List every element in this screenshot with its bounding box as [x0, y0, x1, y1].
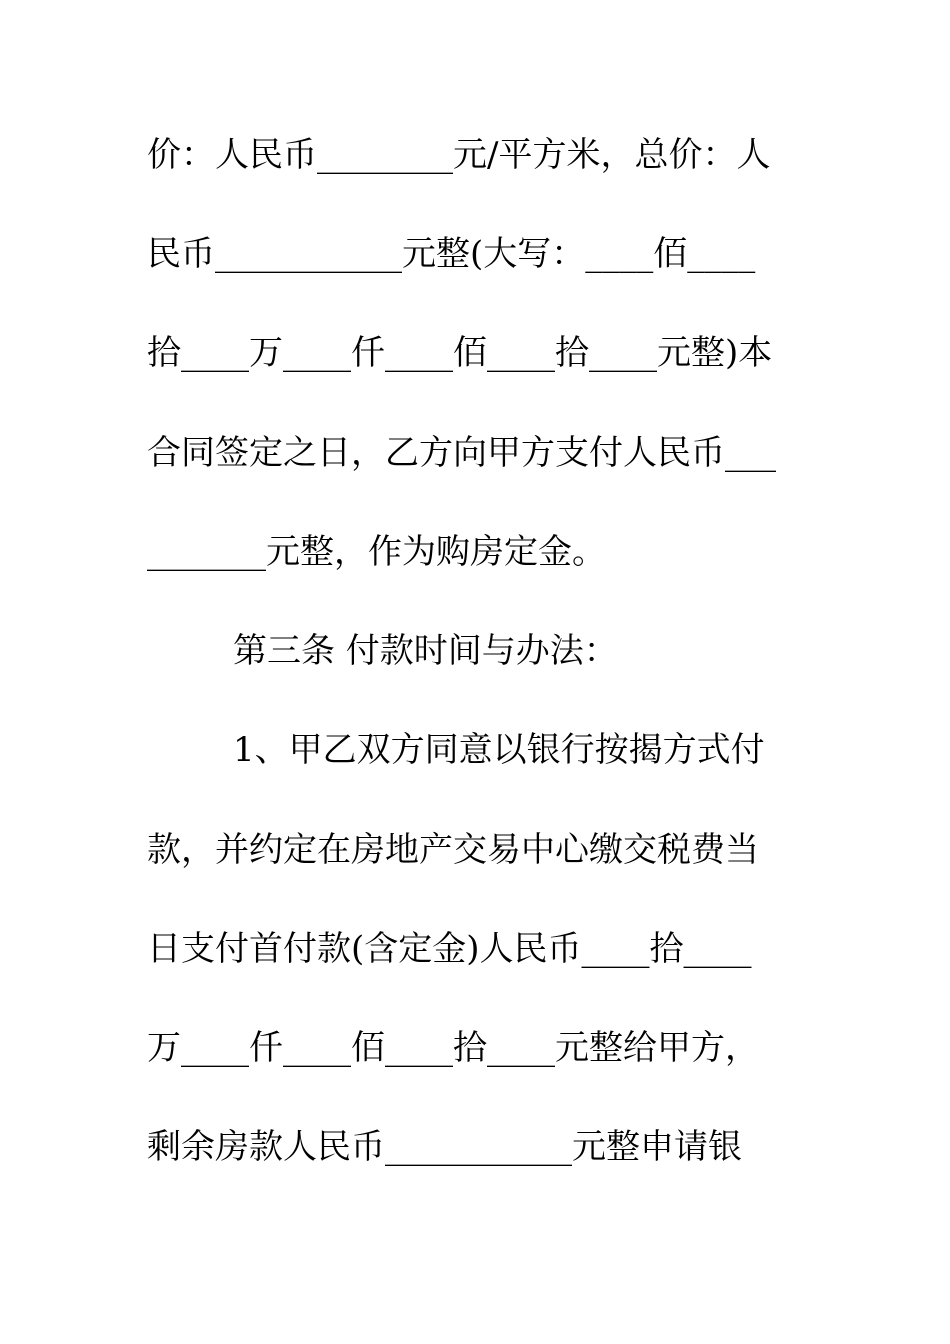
text-line-4: 合同签定之日，乙方向甲方支付人民币___: [147, 433, 776, 473]
article-heading: 第三条 付款时间与办法：: [233, 631, 618, 671]
text-line-9: 日支付首付款(含定金)人民币____拾____: [147, 929, 752, 969]
text-line-7: 1、甲乙双方同意以银行按揭方式付: [233, 730, 765, 770]
text-line-3: 拾____万____仟____佰____拾____元整)本: [147, 333, 773, 373]
text-line-5: _______元整，作为购房定金。: [147, 532, 606, 572]
text-line-2: 民币___________元整(大写：____佰____: [147, 234, 756, 274]
text-line-11: 剩余房款人民币___________元整申请银: [147, 1127, 742, 1167]
text-line-1: 价：人民币________元/平方米，总价：人: [147, 135, 771, 175]
text-line-10: 万____仟____佰____拾____元整给甲方，: [147, 1028, 759, 1068]
text-line-8: 款，并约定在房地产交易中心缴交税费当: [147, 830, 759, 870]
